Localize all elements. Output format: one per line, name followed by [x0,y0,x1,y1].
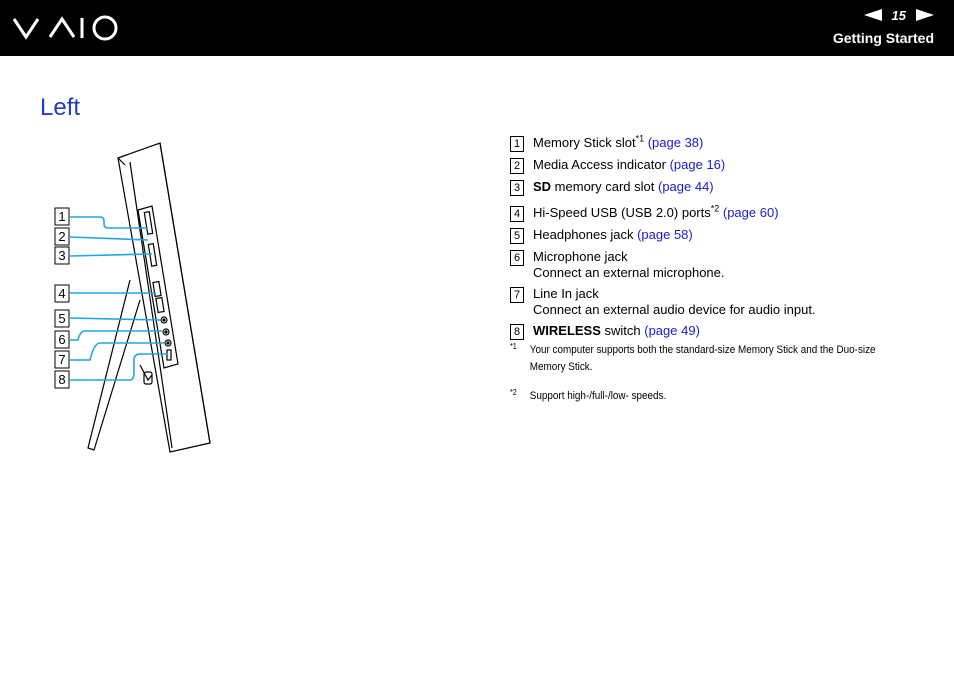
svg-text:1: 1 [58,209,66,224]
item-description: Connect an external microphone. [533,265,725,280]
item-number: 5 [510,228,524,244]
footnote-text: Your computer supports both the standard-size Memory Stick and the Duo-size Memory Stick. [529,344,876,373]
item-number: 7 [510,287,524,303]
item-label: Media Access indicator [533,157,670,172]
next-page-arrow-icon[interactable] [916,9,934,21]
item-label: Hi-Speed USB (USB 2.0) ports [533,205,711,220]
footnote-mark: *1 [635,133,645,144]
item-number: 8 [510,324,524,340]
footnote-text: Support high-/full-/low- speeds. [529,390,667,402]
item-label-bold: WIRELESS [533,323,601,338]
item-number: 1 [510,136,524,152]
svg-text:5: 5 [58,311,66,326]
svg-text:8: 8 [58,372,66,387]
footnote-mark: *2 [710,203,720,214]
page-title: Left [40,94,81,121]
footnote-mark: *2 [510,388,517,397]
item-label: Memory Stick slot [533,135,636,150]
page-link[interactable]: (page 58) [637,227,693,242]
footnote [510,342,879,376]
port-list [510,135,930,345]
callout-4 [55,285,69,302]
item-number: 3 [510,180,524,196]
list-item [510,249,930,281]
list-item [510,157,930,174]
list-item [510,205,930,222]
callout-8 [55,371,69,388]
svg-text:6: 6 [58,332,66,347]
page-link[interactable]: (page 44) [657,179,714,194]
item-label: Line In jack [533,286,599,301]
page-link[interactable]: (page 49) [644,323,700,338]
page-link[interactable]: (page 38) [647,135,704,150]
callout-6 [55,331,69,348]
callout-5 [55,310,69,327]
item-label: Headphones jack [533,227,638,242]
item-label-bold: SD [533,179,552,194]
item-label: switch [600,323,645,338]
header-bar [0,0,954,56]
item-label: memory card slot [551,179,658,194]
svg-text:3: 3 [58,248,66,263]
footnotes [510,342,879,417]
section-title: Getting Started [832,30,934,46]
item-number: 6 [510,250,524,266]
item-number: 4 [510,206,524,222]
callout-7 [55,351,69,368]
item-number: 2 [510,158,524,174]
computer-left-side-diagram [50,140,220,460]
callout-1 [55,208,69,225]
page-number: 15 [891,7,906,23]
item-label: Microphone jack [533,249,628,264]
footnote-mark: *1 [510,342,517,351]
list-item [510,135,930,152]
vaio-logo [12,14,122,42]
svg-text:2: 2 [58,229,66,244]
svg-text:4: 4 [58,286,66,301]
list-item [510,286,930,318]
list-item [510,323,930,340]
svg-text:7: 7 [58,352,66,367]
list-item [510,227,930,244]
pager [864,7,934,23]
callout-3 [55,247,69,264]
list-item [510,179,930,196]
page-link[interactable]: (page 60) [722,205,779,220]
page-link[interactable]: (page 16) [669,157,726,172]
item-description: Connect an external audio device for audio input. [533,302,816,317]
previous-page-arrow-icon[interactable] [864,9,882,21]
callout-2 [55,228,69,245]
footnote [510,388,879,405]
